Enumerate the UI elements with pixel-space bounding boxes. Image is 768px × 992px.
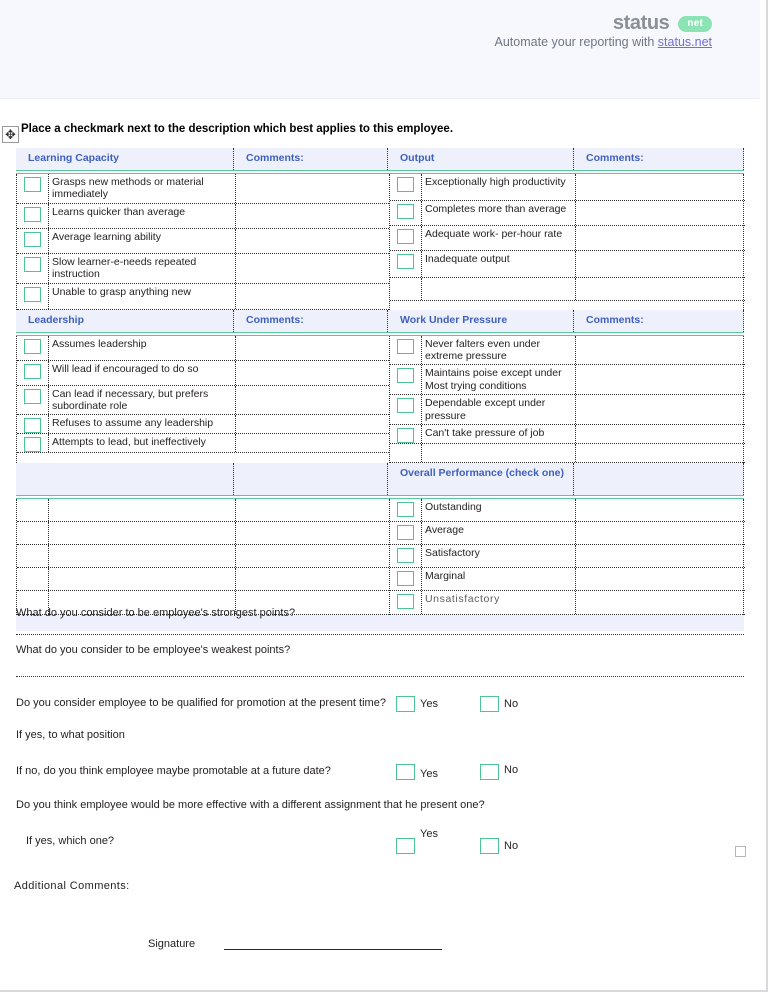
checkbox-cell[interactable] [390,444,422,462]
header-output: Output [388,148,574,170]
checkbox-cell[interactable] [17,174,49,203]
table-row[interactable] [17,336,389,361]
comments-cell[interactable] [575,174,745,200]
table-row[interactable] [17,415,389,434]
table-row[interactable] [390,201,745,226]
checkbox-cell[interactable] [390,278,422,300]
checkbox-cell[interactable] [390,201,422,225]
row-label: Unable to grasp anything new [52,285,191,298]
no-label: No [504,698,519,710]
table-row[interactable] [17,545,389,568]
brand-tagline [495,35,712,49]
evaluation-grid [16,148,744,631]
table-move-handle-icon[interactable] [2,126,19,143]
checkbox-no[interactable] [480,696,499,712]
comments-cell[interactable] [575,201,745,225]
table-row[interactable] [390,251,745,278]
checkbox[interactable] [397,177,414,192]
row-label: Grasps new methods or material immediately [52,176,204,201]
checkbox[interactable] [397,525,414,540]
signature-row [148,936,442,950]
question-strongest-points: What do you consider to be employee's strongest points? [16,607,296,619]
signature-line[interactable] [224,936,442,950]
checkbox-cell[interactable] [17,361,49,385]
row-label: Outstanding [425,501,482,514]
row-label: Refuses to assume any leadership [52,417,214,430]
header-learning-comments: Comments: [234,148,388,170]
table-row[interactable] [390,336,745,366]
checkbox-yes[interactable] [396,838,415,854]
table-row[interactable] [390,395,745,425]
table-row[interactable] [390,174,745,201]
no-option[interactable] [480,764,518,780]
yes-no-group [396,696,744,712]
additional-comments-label: Additional Comments: [14,880,130,892]
table-row[interactable] [17,284,389,309]
checkbox[interactable] [397,368,414,383]
checkbox-cell[interactable] [390,545,422,567]
row-label [49,568,235,572]
table-row[interactable] [390,278,745,300]
row-label: Completes more than average [425,203,567,215]
comments-cell[interactable] [235,522,389,544]
table-row[interactable] [390,545,745,568]
checkbox[interactable] [24,437,41,452]
brand-tagline-text: Automate your reporting with [494,35,658,49]
comments-cell[interactable] [235,204,389,228]
header-pressure-comments: Comments: [574,310,744,332]
checkbox-cell[interactable] [390,522,422,544]
checkbox-yes[interactable] [396,764,415,780]
column-learning-capacity [17,174,389,310]
checkbox[interactable] [397,571,414,586]
checkbox[interactable] [397,229,414,244]
checkbox[interactable] [397,204,414,219]
question-if-yes-which: If yes, which one? [26,835,115,847]
table-row[interactable] [17,434,389,452]
table-row[interactable] [17,361,389,386]
header-leadership-comments: Comments: [234,310,388,332]
table-row[interactable] [390,365,745,395]
comments-cell[interactable] [235,336,389,360]
header-overall-performance: Overall Performance (check one) [388,463,574,495]
brand-banner [0,0,760,99]
table-row[interactable] [390,499,745,522]
checkbox-yes[interactable] [396,696,415,712]
no-label: No [504,764,519,776]
brand-pill-net: net [678,16,712,32]
comments-cell[interactable] [575,251,745,277]
brand-wordmark: status [612,12,670,34]
checkbox[interactable] [24,364,41,379]
checkbox-no[interactable] [480,764,499,780]
column-work-under-pressure [389,336,745,463]
yes-option[interactable] [396,828,480,854]
checkbox[interactable] [397,502,414,517]
checkbox[interactable] [24,177,41,192]
comments-cell[interactable] [575,444,745,462]
row-label: Unsatisfactory [425,593,500,606]
checkbox[interactable] [24,389,41,404]
checkbox[interactable] [24,257,41,272]
checkbox-cell[interactable] [17,336,49,360]
checkbox[interactable] [24,287,41,302]
row-label: Dependable except under pressure [425,397,546,422]
question-different-assignment: Do you think employee would be more effective with a different assignment that he present one? [16,799,485,811]
gray-checkbox[interactable] [735,846,746,857]
instruction-text: Place a checkmark next to the description which best applies to this employee. [21,123,454,135]
row-label: Slow learner-e-needs repeated instruction [52,255,197,281]
comments-cell[interactable] [575,226,745,250]
header-work-under-pressure: Work Under Pressure [388,310,574,332]
checkbox[interactable] [397,398,414,413]
table-row[interactable] [17,229,389,254]
checkbox-cell[interactable] [390,336,422,365]
checkbox-cell[interactable] [390,395,422,424]
row-label: Assumes leadership [52,337,147,350]
section-body [16,336,744,463]
row-label [49,591,235,595]
section-header-row [16,463,744,495]
checkbox-cell[interactable] [17,415,49,433]
questions-section [16,598,744,854]
comments-cell[interactable] [235,568,389,590]
table-row[interactable] [390,444,745,462]
comments-cell[interactable] [235,229,389,253]
comments-cell[interactable] [235,415,389,433]
yes-option[interactable] [396,764,480,780]
checkbox-cell[interactable] [17,386,49,415]
no-label: No [504,839,519,852]
header-output-comments: Comments: [574,148,744,170]
row-label [422,278,575,282]
yes-label: Yes [420,768,438,780]
table-row[interactable] [17,568,389,591]
checkbox-cell[interactable] [17,568,49,590]
brand-logo [613,12,712,35]
comments-cell[interactable] [575,522,745,544]
table-row[interactable] [17,499,389,522]
yes-label: Yes [420,828,438,840]
row-label: Can lead if necessary, but prefers subordinate role [52,387,209,413]
checkbox[interactable] [24,339,41,354]
no-option[interactable] [480,837,518,854]
signature-label: Signature [148,938,196,950]
status-net-link[interactable]: status.net [657,35,712,49]
checkbox[interactable] [24,232,41,247]
checkbox-cell[interactable] [17,284,49,309]
table-row[interactable] [17,386,389,416]
question-row-which-one [16,828,744,854]
section-body [16,174,744,310]
checkbox[interactable] [397,339,414,354]
column-leadership [17,336,389,463]
comments-cell[interactable] [235,545,389,567]
move-handle-glyph: ✥ [5,127,16,142]
comments-cell[interactable] [235,174,389,203]
checkbox-cell[interactable] [17,434,49,452]
question-future-date: If no, do you think employee maybe promotable at a future date? [16,765,331,777]
question-if-yes-position: If yes, to what position [16,729,125,741]
answer-line[interactable] [16,676,744,677]
checkbox[interactable] [397,548,414,563]
comments-cell[interactable] [235,361,389,385]
table-row[interactable] [17,254,389,284]
row-label: Learns quicker than average [52,205,186,218]
checkbox-cell[interactable] [17,522,49,544]
comments-cell[interactable] [575,336,745,365]
table-row[interactable] [390,568,745,591]
yes-label: Yes [420,698,438,710]
checkbox-cell[interactable] [390,226,422,250]
comments-cell[interactable] [235,386,389,415]
comments-cell[interactable] [235,499,389,521]
table-row[interactable] [390,522,745,545]
yes-no-group [396,828,744,854]
checkbox[interactable] [397,254,414,269]
checkbox-cell[interactable] [390,365,422,394]
row-label: Inadequate output [425,253,510,265]
header-blank-left [16,463,234,495]
header-learning-capacity: Learning Capacity [16,148,234,170]
header-blank-left-comments [234,463,388,495]
row-label [49,499,235,503]
table-row[interactable] [17,174,389,204]
question-row-future-date [16,764,744,780]
section-leadership-pressure [16,310,744,463]
header-leadership: Leadership [16,310,234,332]
comments-cell[interactable] [235,254,389,283]
section-header-row [16,310,744,332]
row-label [49,545,235,549]
checkbox-cell[interactable] [17,204,49,228]
section-header-row [16,148,744,170]
checkbox-no[interactable] [480,838,499,854]
row-label: Will lead if encouraged to do so [52,362,199,375]
row-label: Average [425,524,464,537]
row-label: Attempts to lead, but ineffectively [52,436,206,449]
comments-cell[interactable] [235,284,389,309]
row-label: Never falters even under extreme pressure [425,337,540,363]
checkbox[interactable] [24,418,41,433]
comments-cell[interactable] [575,278,745,300]
checkbox-cell[interactable] [17,229,49,253]
checkbox[interactable] [397,428,414,443]
checkbox-cell[interactable] [390,251,422,277]
row-label: Adequate work- per-hour rate [425,228,563,240]
comments-cell[interactable] [575,545,745,567]
comments-cell[interactable] [575,568,745,590]
question-weakest-points: What do you consider to be employee's weakest points? [16,644,291,656]
table-row[interactable] [17,204,389,229]
row-label: Marginal [425,570,466,583]
row-label: Exceptionally high productivity [425,176,566,188]
comments-cell[interactable] [235,434,389,452]
table-row[interactable] [390,425,745,444]
checkbox-cell[interactable] [390,174,422,200]
checkbox-cell[interactable] [17,499,49,521]
checkbox-cell[interactable] [390,425,422,443]
checkbox-cell[interactable] [390,568,422,590]
checkbox[interactable] [24,207,41,222]
comments-cell[interactable] [575,365,745,394]
checkbox-cell[interactable] [17,545,49,567]
table-row[interactable] [17,522,389,545]
header-overall-comments [574,463,744,495]
comments-cell[interactable] [575,425,745,443]
row-label: Average learning ability [52,230,161,243]
comments-cell[interactable] [575,395,745,424]
comments-cell[interactable] [575,499,745,521]
yes-option[interactable] [396,696,480,712]
section-learning-output [16,148,744,310]
row-label: Can't take pressure of job [425,427,545,440]
row-label: Maintains poise except under Most trying conditions [425,367,562,392]
yes-no-group [396,764,744,780]
no-option[interactable] [480,696,518,712]
table-row[interactable] [390,226,745,251]
question-row-promotion [16,696,744,712]
column-output [389,174,745,310]
row-label: Satisfactory [425,547,480,560]
row-label [422,444,575,448]
checkbox-cell[interactable] [17,254,49,283]
checkbox-cell[interactable] [390,499,422,521]
question-promotion: Do you consider employee to be qualified for promotion at the present time? [16,697,386,709]
row-label [49,522,235,526]
